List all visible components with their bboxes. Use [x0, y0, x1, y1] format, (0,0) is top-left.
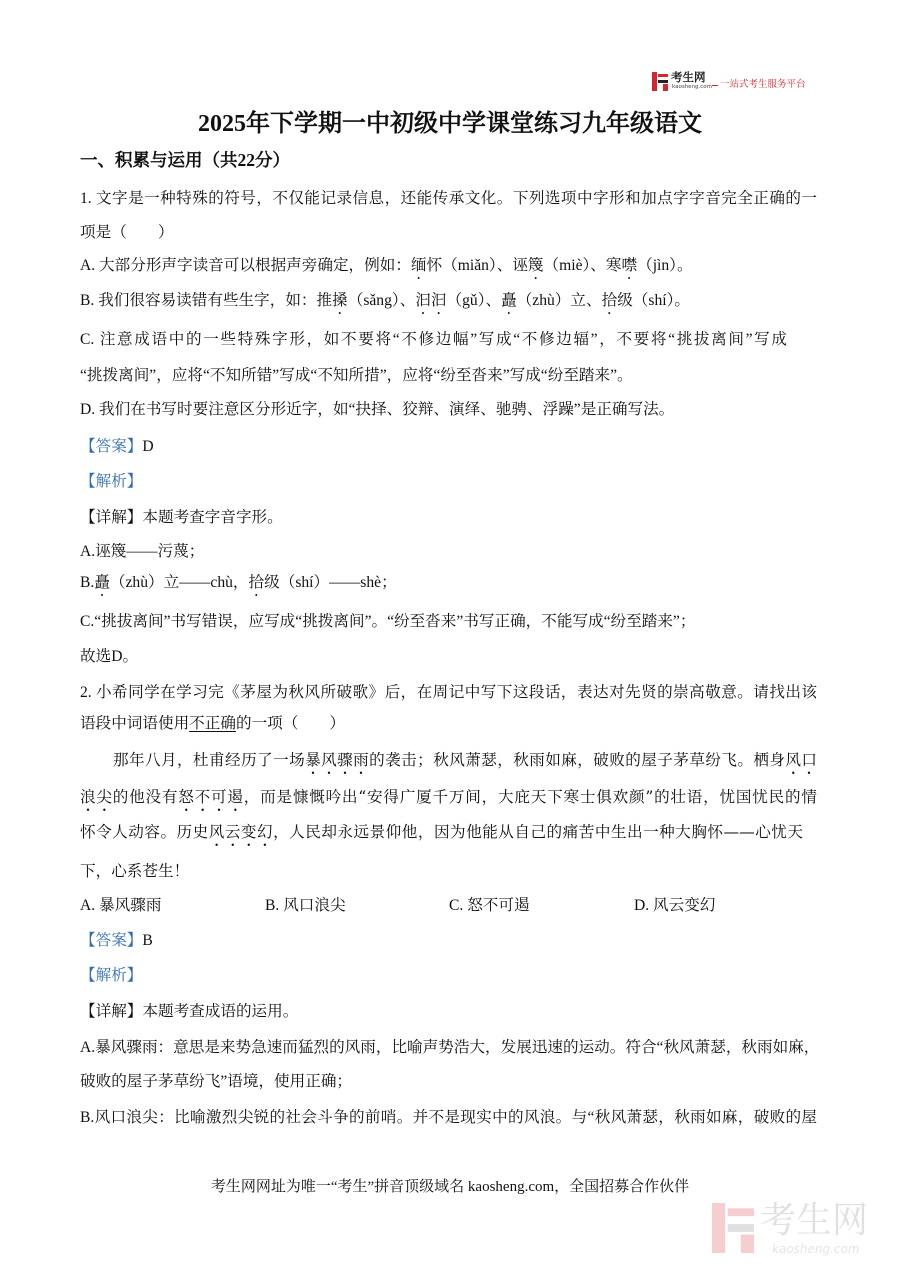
- q2-detail: [80, 1001, 298, 1023]
- dotted-phrase: 风云变幻: [208, 823, 274, 841]
- kaosheng-watermark: [712, 1200, 884, 1258]
- option-text: A. 大部分形声字读音可以根据声旁确定，例如：: [80, 257, 411, 274]
- q2-explanation-a-line-2: 破败的屋子茅草纷飞”语境，使用正确；: [80, 1073, 353, 1090]
- passage-text: 的袭击；秋风萧瑟，秋雨如麻，破败的屋子茅草纷飞。栖身: [369, 751, 786, 769]
- logo-name: 考生网: [671, 70, 706, 84]
- q1-conclusion: 故选D。: [80, 648, 139, 665]
- q1-option-a: [80, 255, 693, 283]
- logo-domain: kaosheng.com: [672, 84, 713, 90]
- passage-text: 那年八月，杜甫经历了一场: [113, 751, 306, 769]
- dotted-char: 篾: [527, 257, 544, 274]
- dotted-phrase: 暴风骤雨: [305, 751, 370, 769]
- q1-option-b: [80, 290, 690, 318]
- q1-explanation-a: A.诬篾——污蔑；: [80, 543, 205, 560]
- option-text: （sǎng）、: [347, 292, 416, 309]
- detail-text: 本题考查字音字形。: [142, 509, 283, 526]
- q1-option-c-line-1: C. 注意成语中的一些特殊字形，如不要将“不修边幅”写成“不修边辐”，不要将“挑拔离间”写成: [80, 331, 787, 348]
- q2-stem-line-2: [80, 713, 345, 735]
- dotted-phrase: 风口: [785, 751, 817, 769]
- option-text: B. 我们很容易读错有些生字，如：推: [80, 292, 333, 309]
- dotted-phrase: 怒不可遏: [178, 788, 244, 806]
- option-text: （zhù）立、: [516, 292, 602, 309]
- page-title: 2025年下学期一中初级中学课堂练习九年级语文: [198, 111, 702, 137]
- analysis-label: 【解析】: [80, 967, 143, 984]
- kaosheng-logo: [652, 70, 817, 94]
- dotted-phrase: 浪尖: [80, 788, 113, 806]
- passage-text: 怀令人动容。历史: [80, 823, 209, 841]
- detail-text: 本题考查成语的运用。: [142, 1003, 299, 1020]
- q2-passage-line-1: [113, 749, 817, 778]
- q1-explanation-b: [80, 572, 397, 600]
- dotted-char: 搡: [332, 292, 348, 309]
- kaosheng-logo-icon: [652, 72, 668, 91]
- passage-text: 的他没有: [112, 788, 179, 806]
- underlined-text: 不正确: [189, 715, 236, 732]
- explanation-text: B.: [80, 574, 95, 591]
- analysis-label: 【解析】: [80, 473, 143, 490]
- answer-value: D: [142, 438, 154, 455]
- option-text: （gǔ）、: [446, 292, 502, 309]
- q1-answer: [80, 436, 154, 458]
- q1-explanation-c: C.“挑拔离间”书写错误，应写成“挑拨离间”。“纷至沓来”书写正确，不能写成“纷至踏来”；: [80, 613, 696, 630]
- dotted-char: 拾: [601, 292, 618, 309]
- detail-label: 【详解】: [80, 1003, 143, 1020]
- q1-analysis-label: [80, 471, 142, 493]
- q1-stem-line-2: 项是（ ）: [80, 224, 174, 241]
- answer-label: 【答案】: [80, 932, 143, 949]
- option-text: （miè）、寒: [543, 257, 622, 274]
- section-heading: 一、积累与运用（共22分）: [80, 150, 290, 170]
- dotted-char: 噤: [621, 257, 638, 274]
- q2-option-d: D. 风云变幻: [634, 897, 716, 914]
- q2-passage-line-4: [80, 860, 189, 882]
- passage-text: ，而是慷慨吟出“安得广厦千万间，大庇天下寒士俱欢颜”的壮语，忧国忧民的情: [243, 788, 817, 806]
- answer-value: B: [142, 932, 153, 949]
- q1-option-c-line-2: “挑拨离间”，应将“不知所错”写成“不知所措”，应将“纷至沓来”写成“纷至踏来”。: [80, 367, 633, 384]
- dotted-char: 汩汩: [415, 292, 447, 309]
- q1-detail: [80, 507, 283, 529]
- dotted-char: 矗: [501, 292, 517, 309]
- q2-passage-line-2: [80, 786, 817, 815]
- q2-stem-line-1: 2. 小希同学在学习完《茅屋为秋风所破歌》后，在周记中写下这段话，表达对先贤的崇高敬意。请找出该: [80, 684, 817, 701]
- kaosheng-watermark-icon: [712, 1203, 754, 1253]
- q2-answer: [80, 930, 153, 952]
- passage-text: 下，心系苍生！: [80, 862, 190, 880]
- q1-stem-line-1: 1. 文字是一种特殊的符号，不仅能记录信息，还能传承文化。下列选项中字形和加点字字音完全正确的一: [80, 190, 817, 207]
- q2-explanation-a-line-1: A.暴风骤雨：意思是来势急速而猛烈的风雨，比喻声势浩大，发展迅速的运动。符合“秋风萧瑟，秋雨如麻，: [80, 1039, 820, 1056]
- q2-analysis-label: [80, 965, 142, 987]
- q2-option-b: B. 风口浪尖: [265, 897, 346, 914]
- watermark-name: 考生网: [760, 1200, 869, 1241]
- detail-label: 【详解】: [80, 509, 143, 526]
- logo-separator: [712, 85, 718, 86]
- option-text: 怀（miǎn）、诬: [426, 257, 528, 274]
- watermark-domain: kaosheng.com: [772, 1242, 860, 1256]
- stem-text: 的一项（ ）: [235, 715, 346, 732]
- dotted-char: 矗: [94, 574, 110, 591]
- logo-slogan: 一站式考生服务平台: [720, 79, 806, 90]
- q2-passage-line-3: [80, 821, 803, 850]
- q1-option-d: D. 我们在书写时要注意区分形近字，如“抉择、狡辩、演绎、驰骋、浮躁”是正确写法。: [80, 401, 675, 418]
- option-text: 级（shí）。: [617, 292, 690, 309]
- passage-text: ，人民却永远景仰他，因为他能从自己的痛苦中生出一种大胸怀——心忧天: [273, 823, 803, 841]
- q2-explanation-b: B.风口浪尖：比喻激烈尖锐的社会斗争的前哨。并不是现实中的风浪。与“秋风萧瑟，秋雨如麻，破败的屋: [80, 1109, 817, 1126]
- stem-text: 语段中词语使用: [80, 715, 190, 732]
- dotted-char: 缅: [410, 257, 427, 274]
- answer-label: 【答案】: [80, 438, 143, 455]
- q2-option-c: C. 怒不可遏: [449, 897, 530, 914]
- dotted-char: 拾: [248, 574, 265, 591]
- q2-option-a: A. 暴风骤雨: [80, 897, 162, 914]
- option-text: （jìn）。: [637, 257, 693, 274]
- explanation-text: 级（shí）——shè；: [264, 574, 397, 591]
- explanation-text: （zhù）立——chù，: [109, 574, 249, 591]
- page-footer: 考生网网址为唯一“考生”拼音顶级域名 kaosheng.com，全国招募合作伙伴: [210, 1179, 690, 1195]
